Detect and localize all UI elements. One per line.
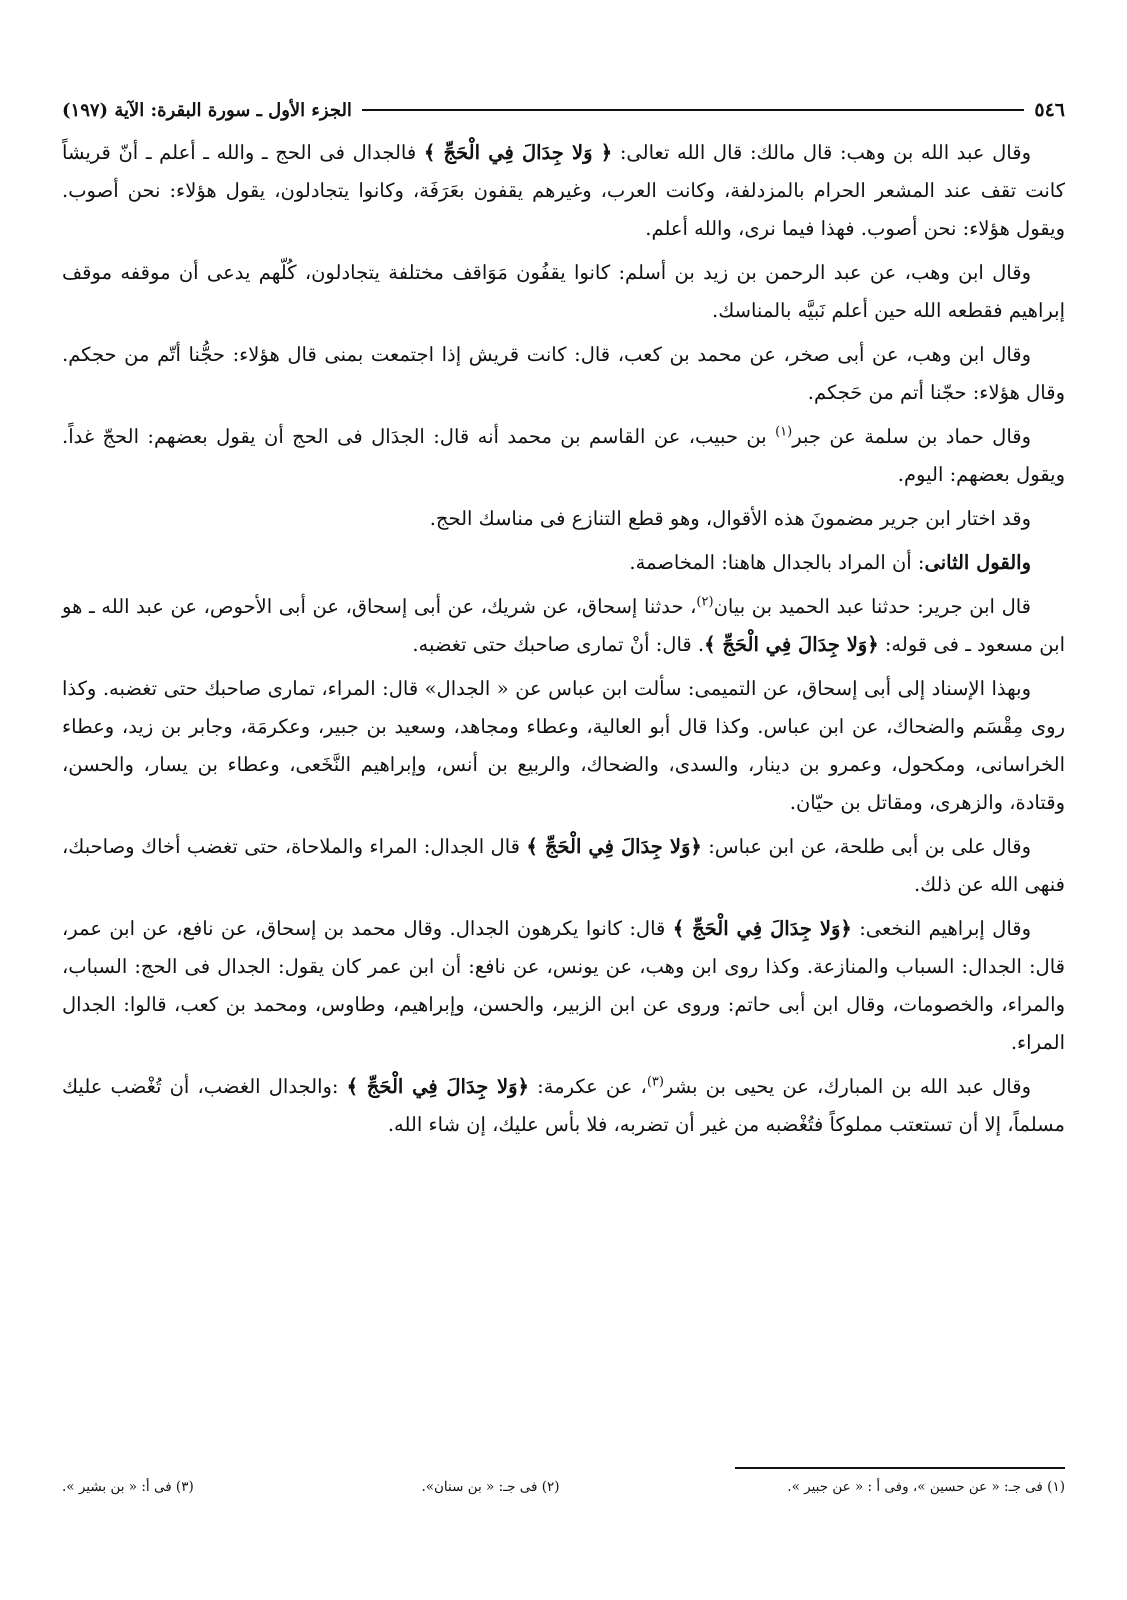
- paragraph-text: فالجدال فى الحج ـ والله ـ أعلم ـ أنّ قريشاً كانت تقف عند المشعر الحرام بالمزدلفة، وكانت العرب، وغيرهم يقفون بعَرَفَة، وكانوا يتجادلون، يقول هؤلاء: نحن أصوب. ويقول هؤلاء: نحن أصوب. فهذا فيما نرى، والله أعلم.: [62, 141, 1065, 240]
- paragraph-text: بن حبيب، عن القاسم بن محمد أنه قال: الجدَال فى الحج أن يقول بعضهم: الحجّ غداً. ويقول بعضهم: اليوم.: [62, 425, 1065, 486]
- footnote-1: (١) فى جـ: « عن حسين »، وفى أ : « عن جبير ».: [787, 1479, 1065, 1495]
- section-lead: والقول الثانى: [924, 551, 1031, 574]
- paragraph-text: وقال على بن أبى طلحة، عن ابن عباس:: [701, 835, 1032, 858]
- paragraph: [62, 1068, 1065, 1144]
- footnotes: [62, 1476, 1065, 1498]
- paragraph: [62, 828, 1065, 904]
- paragraph-text: وقال حماد بن سلمة عن جبر: [792, 425, 1032, 448]
- paragraph: [62, 910, 1065, 1062]
- paragraph-text: وقال عبد الله بن المبارك، عن يحيى بن بشر: [663, 1075, 1031, 1098]
- footnote-ref[interactable]: (١): [775, 424, 793, 440]
- paragraph-text: : أن المراد بالجدال هاهنا: المخاصمة.: [629, 551, 925, 574]
- paragraph: وقال ابن وهب، عن عبد الرحمن بن زيد بن أسلم: كانوا يقفُون مَوَاقف مختلفة يتجادلون، كُلّهم يدعى أن موقفه موقف إبراهيم فقطعه الله حين أعلم نَبيَّه بالمناسك.: [62, 261, 1065, 322]
- paragraph: وقال ابن وهب، عن أبى صخر، عن محمد بن كعب، قال: كانت قريش إذا اجتمعت بمنى قال هؤلاء: حجُّنا أتّم من حجكم. وقال هؤلاء: حجّنا أتم من حَجكم.: [62, 343, 1065, 404]
- paragraph-text: ، عن عكرمة:: [528, 1075, 647, 1098]
- paragraph: [62, 134, 1065, 248]
- paragraph-text: قال ابن جرير: حدثنا عبد الحميد بن بيان: [713, 595, 1032, 618]
- paragraph-text: ، حدثنا إسحاق، عن شريك، عن أبى إسحاق، عن أبى الأحوص، عن عبد الله ـ هو ابن مسعود ـ فى قوله:: [62, 595, 1065, 656]
- main-text: [62, 134, 1065, 1150]
- paragraph: [62, 544, 1065, 582]
- paragraph: [62, 588, 1065, 664]
- paragraph-text: قال: كانوا يكرهون الجدال. وقال محمد بن إسحاق، عن نافع، عن ابن عمر، قال: الجدال: السباب والمنازعة. وكذا روى ابن وهب، عن يونس، عن نافع: أن ابن عمر كان يقول: الجدال فى الحج: السباب، والمراء، والخصومات، وقال ابن أبى حاتم: وروى عن ابن الزبير، والحسن، وإبراهيم، وطاوس، ومحمد بن كعب، قالوا: الجدال المراء.: [62, 917, 1065, 1054]
- paragraph: [62, 418, 1065, 494]
- running-header: [62, 92, 1065, 128]
- paragraph-text: . قال: أنْ تمارى صاحبك حتى تغضبه.: [412, 633, 705, 656]
- footnote-rule: [735, 1467, 1065, 1469]
- paragraph-text: قال الجدال: المراء والملاحاة، حتى تغضب أخاك وصاحبك، فنهى الله عن ذلك.: [62, 835, 1065, 896]
- paragraph: وقد اختار ابن جرير مضمونَ هذه الأقوال، وهو قطع التنازع فى مناسك الحج.: [429, 507, 1031, 530]
- footnote-ref[interactable]: (٢): [696, 594, 714, 610]
- footnote-2: (٢) فى جـ: « بن سنان».: [421, 1479, 560, 1495]
- paragraph-text: وقال عبد الله بن وهب: قال مالك: قال الله تعالى:: [612, 141, 1031, 164]
- footnote-ref[interactable]: (٣): [646, 1074, 664, 1090]
- paragraph: وبهذا الإسناد إلى أبى إسحاق، عن التميمى: سألت ابن عباس عن « الجدال» قال: المراء، تمارى صاحبك حتى تغضبه. وكذا روى مِقْسَم والضحاك، عن ابن عباس. وكذا قال أبو العالية، وعطاء ومجاهد، وسعيد بن جبير، وعكرمَة، وجابر بن زيد، وعطاء الخراسانى، ومكحول، وعمرو بن دينار، والسدى، والضحاك، والربيع بن أنس، وإبراهيم النَّخَعى، وعطاء بن يسار، والحسن، وقتادة، والزهرى، ومقاتل بن حيّان.: [62, 677, 1065, 814]
- quran-quote: ﴿ وَلا جِدَالَ فِي الْحَجِّ ﴾: [423, 141, 613, 164]
- header-rule: [362, 109, 1024, 111]
- quran-quote: ﴿وَلا جِدَالَ فِي الْحَجِّ ﴾: [704, 633, 879, 656]
- quran-quote: ﴿وَلا جِدَالَ فِي الْحَجِّ ﴾: [346, 1075, 529, 1098]
- paragraph-text: :والجدال الغضب، أن تُغْضب عليك مسلماً، إلا أن تستعتب مملوكاً فتُغْضبه من غير أن تضربه، فلا بأس عليك، إن شاء الله.: [62, 1075, 1065, 1136]
- paragraph-text: وقال إبراهيم النخعى:: [851, 917, 1031, 940]
- footnote-3: (٣) فى أ: « بن بشير ».: [62, 1479, 194, 1495]
- quran-quote: ﴿وَلا جِدَالَ فِي الْحَجِّ ﴾: [526, 835, 702, 858]
- page-number: ٥٤٦: [1034, 99, 1065, 121]
- quran-quote: ﴿وَلا جِدَالَ فِي الْحَجِّ ﴾: [672, 917, 852, 940]
- header-title: الجزء الأول ـ سورة البقرة: الآية (١٩٧): [62, 99, 352, 121]
